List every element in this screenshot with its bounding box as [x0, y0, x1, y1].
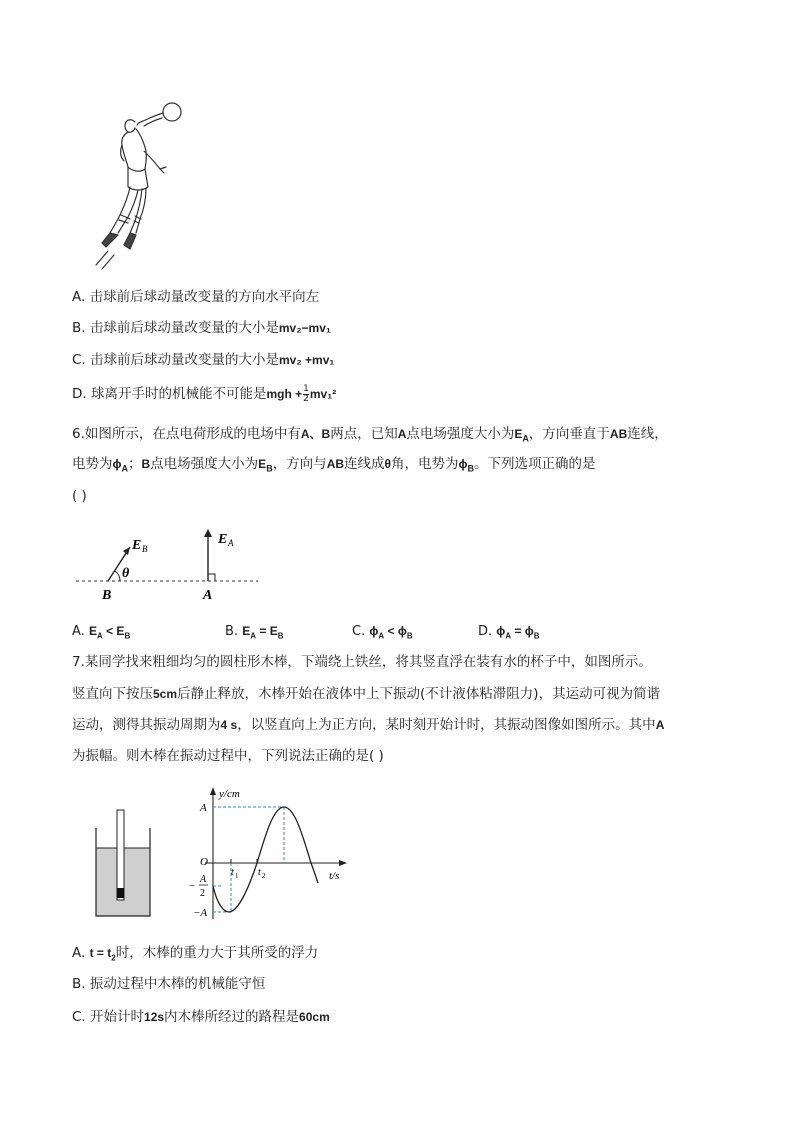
q6-option-a[interactable]: A. $E_A < E_B$	[72, 624, 131, 641]
q7-option-a[interactable]: A. $t = t_2$时，木棒的重力大于其所受的浮力	[72, 945, 319, 963]
q6-option-c[interactable]: C. $\phi_A < \phi_B$	[352, 624, 413, 641]
q6-stem-line1: 6.如图所示，在点电荷形成的电场中有A、B两点，已知A点电场强度大小为$E_A$，方向垂直于AB连线，	[72, 426, 668, 444]
graph-tick-A: A	[200, 802, 207, 814]
graph-tick-half-den: 2	[200, 888, 205, 899]
graph-ylabel: y/cm	[219, 788, 240, 800]
label-EB: E	[132, 538, 142, 553]
graph-tick-half-num: A	[200, 874, 207, 885]
q6-option-b[interactable]: B. $E_A = E_B$	[225, 624, 284, 641]
graph-t2-sub: 2	[262, 872, 266, 880]
q7-vibration-graph	[185, 785, 350, 925]
graph-tick-negA: −A	[193, 907, 208, 919]
q6-option-d[interactable]: D. $\phi_A = \phi_B$	[478, 624, 540, 641]
graph-t2: t	[258, 867, 261, 878]
q7-cup-figure	[92, 808, 154, 920]
label-B: B	[102, 588, 112, 603]
volleyball-player-figure	[88, 95, 193, 280]
q6-field-figure	[72, 525, 267, 605]
q6-answer-paren: ( )	[72, 488, 87, 504]
q7-option-b[interactable]: B. 振动过程中木棒的机械能守恒	[72, 976, 266, 992]
label-EA: E	[218, 532, 228, 547]
graph-xlabel: t/s	[329, 870, 340, 882]
q5-option-c[interactable]: C. 击球前后球动量改变量的大小是mv₂ +mv₁	[72, 352, 335, 368]
q7-stem-line3: 运动，测得其振动周期为4 s，以竖直向上为正方向，某时刻开始计时，其振动图像如图所示。其中A	[72, 717, 665, 733]
q5-option-a[interactable]: A. 击球前后球动量改变量的方向水平向左	[72, 289, 320, 305]
fraction-half: $\frac{1}{2}$	[303, 383, 309, 404]
graph-t1: t	[231, 867, 234, 878]
svg-text:−: −	[189, 880, 196, 892]
label-EA-sub: A	[228, 538, 234, 548]
q5-option-d[interactable]: D. 球离开手时的机械能不可能是mgh + $\frac{1}{2}$ mv₁²	[72, 383, 337, 404]
label-EB-sub: B	[142, 544, 148, 554]
graph-t1-sub: 1	[235, 872, 239, 880]
q7-stem-line4: 为振幅。则木棒在振动过程中，下列说法正确的是( )	[72, 748, 384, 764]
label-theta: θ	[122, 566, 130, 581]
q5-option-b[interactable]: B. 击球前后球动量改变量的大小是mv₂−mv₁	[72, 320, 331, 336]
q7-stem-line1: 7.某同学找来粗细均匀的圆柱形木棒，下端绕上铁丝，将其竖直浮在装有水的杯子中，如图所示。	[72, 654, 652, 670]
q7-stem-line2: 竖直向下按压5cm后静止释放，木棒开始在液体中上下振动(不计液体粘滞阻力)，其运动可视为简谐	[72, 686, 661, 702]
label-A: A	[203, 588, 213, 603]
q6-stem-line2: 电势为$\phi_A$；B点电场强度大小为$E_B$，方向与AB连线成θ角，电势为$\phi_B$。下列选项正确的是	[72, 456, 596, 474]
q7-option-c[interactable]: C. 开始计时12s内木棒所经过的路程是60cm	[72, 1009, 330, 1025]
graph-tick-O: O	[200, 856, 208, 868]
